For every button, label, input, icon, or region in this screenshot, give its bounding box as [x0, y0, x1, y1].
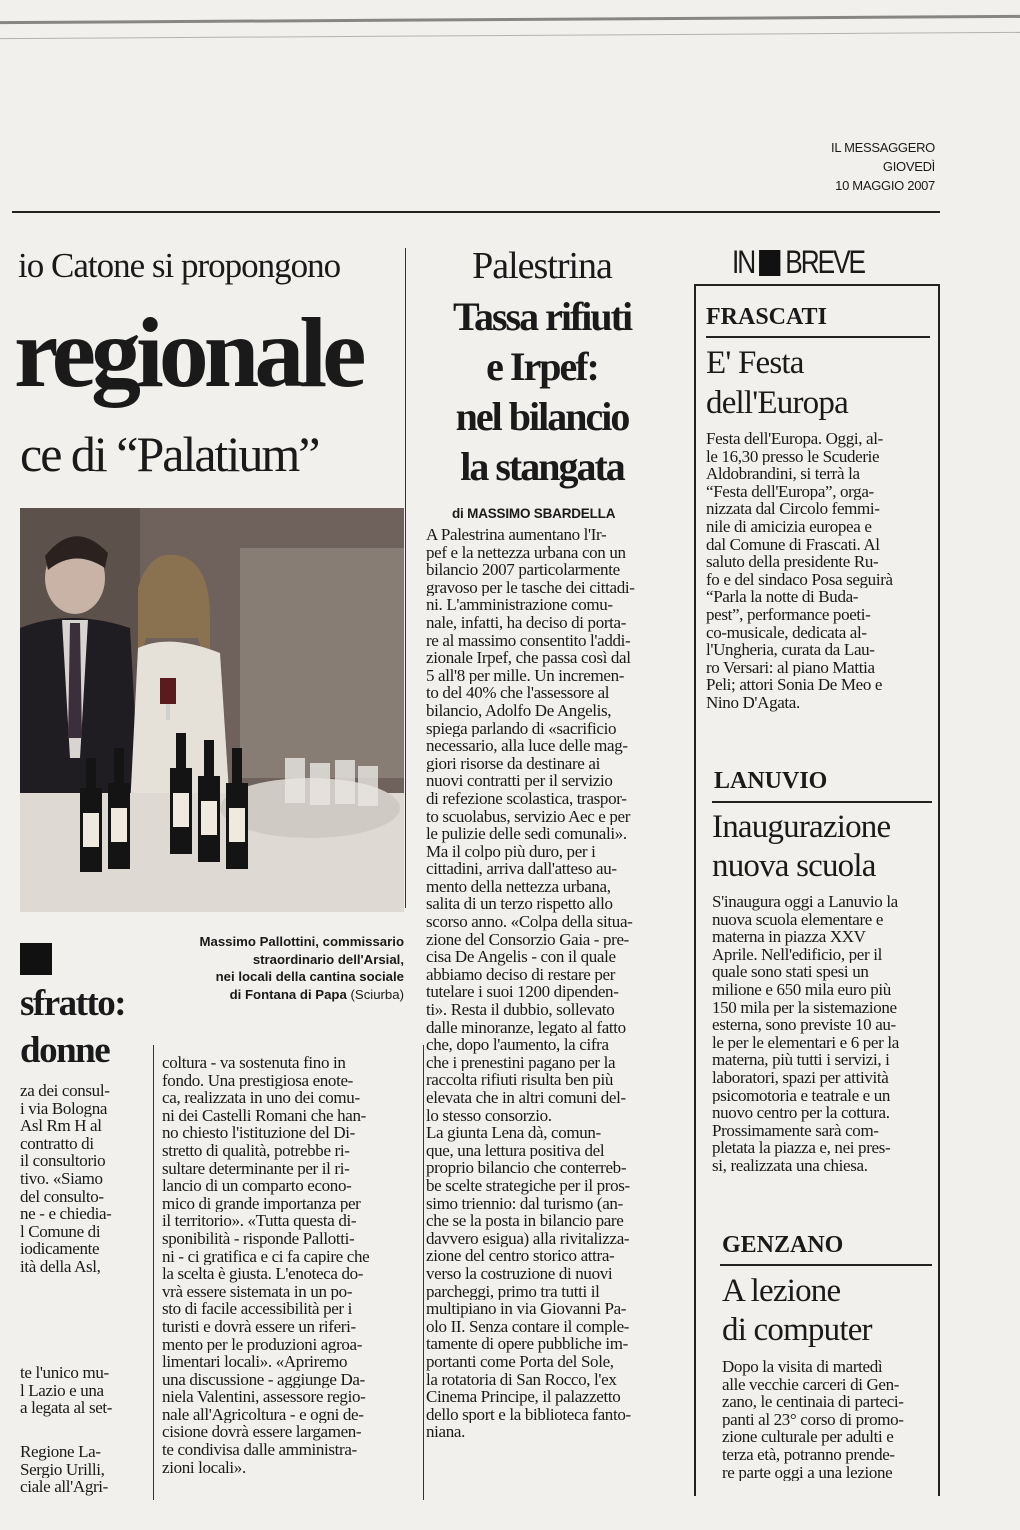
headline-line: nuova scuola: [712, 848, 876, 884]
text-line: ità della Asl,: [20, 1257, 101, 1276]
headline-line: Inaugurazione: [712, 809, 891, 845]
text-line: zione del centro storico attra-: [426, 1247, 615, 1265]
text-line: spiega parlando di «sacrificio: [426, 719, 617, 738]
section-frascati-headline: [706, 343, 848, 423]
text-line: re parte oggi a una lezione: [722, 1463, 893, 1482]
text-line: la scelta è giusta. L'enoteca do-: [162, 1265, 364, 1283]
headline-line: dell'Europa: [706, 385, 848, 421]
text-line: niana.: [426, 1423, 465, 1441]
headline-line: E' Festa: [706, 345, 804, 381]
text-line: nuova scuola elementare e: [712, 910, 884, 929]
text-line: vrà essere sistemata in un po-: [162, 1282, 353, 1301]
text-line: necessario, alla luce delle mag-: [426, 737, 628, 755]
text-line: di refezione scolastica, traspor-: [426, 789, 627, 808]
text-line: dello sport e la biblioteca fanto-: [426, 1405, 631, 1424]
text-line: be scelte strategiche per il pros-: [426, 1176, 630, 1195]
text-line: cittadini, arriva dall'atteso au-: [426, 860, 617, 878]
text-line: elevata che in altri comuni del-: [426, 1089, 626, 1107]
text-line: Prossimamente sarà com-: [712, 1121, 879, 1140]
text-line: Asl Rm H al: [20, 1117, 102, 1135]
text-line: fondo. Una prestigiosa enote-: [162, 1071, 353, 1090]
center-headline-line: la stangata: [460, 444, 624, 489]
section-genzano-rule: [720, 1264, 932, 1266]
section-genzano-headline: [722, 1272, 872, 1350]
text-line: l'Ungheria, curata da Lau-: [706, 641, 875, 659]
caption-line: straordinario dell'Arsial,: [252, 951, 404, 967]
text-line: S'inaugura oggi a Lanuvio la: [712, 893, 898, 911]
text-line: nale, infatti, ha deciso di porta-: [426, 613, 627, 632]
cantina-photo: [20, 508, 404, 912]
text-line: la rotatoria di San Rocco, l'ex: [426, 1370, 617, 1389]
center-article-body: [426, 526, 682, 1441]
column-rule-mid: [423, 1045, 424, 1500]
photo-credit: (Sciurba): [350, 986, 404, 1002]
side-article-text-c: [20, 1443, 150, 1496]
text-line: pletata la piazza e, nei pres-: [712, 1139, 891, 1157]
section-lanuvio-rule: [712, 801, 932, 803]
text-line: dalle minoranze, legato al fatto: [426, 1018, 626, 1037]
center-kicker: Palestrina: [472, 245, 612, 287]
caption-line: Massimo Pallottini, commissario: [199, 934, 404, 949]
column-rule-lower-left: [153, 1045, 154, 1500]
text-line: milione e 650 mila euro più: [712, 980, 891, 999]
side-article-text-b: [20, 1364, 150, 1417]
caption-line: di Fontana di Papa: [229, 986, 347, 1002]
text-line: che, dopo l'aumento, la cifra: [426, 1036, 609, 1054]
text-line: ro Versari: al piano Mattia: [706, 658, 875, 677]
text-line: le pulizie delle sedi comunali».: [426, 825, 627, 843]
publication-date: 10 MAGGIO 2007: [835, 178, 935, 193]
text-line: cisa De Angelis - con il quale: [426, 948, 616, 966]
center-headline-line: Tassa rifiuti: [452, 294, 632, 339]
text-line: proprio bilancio che conterreb-: [426, 1159, 627, 1177]
text-line: “Parla la notte di Buda-: [706, 588, 859, 606]
text-line: le 16,30 presso le Scuderie: [706, 447, 880, 466]
header-rule: [12, 211, 940, 213]
text-line: ni. L'amministrazione comu-: [426, 596, 613, 614]
text-line: mento per le produzioni agroa-: [162, 1335, 363, 1354]
text-line: stretto di qualità, potrebbe ri-: [162, 1141, 350, 1160]
text-line: verso la costruzione di nuovi: [426, 1264, 613, 1283]
text-line: Nino D'Agata.: [706, 693, 800, 712]
text-line: “Festa dell'Europa”, orga-: [706, 482, 874, 501]
section-lanuvio-title: LANUVIO: [714, 768, 828, 794]
text-line: dal Comune di Frascati. Al: [706, 535, 880, 554]
text-line: A Palestrina aumentano l'Ir-: [426, 526, 607, 544]
text-line: Ma il colpo più duro, per i: [426, 842, 596, 861]
text-line: raccolta rifiuti risulta ben più: [426, 1071, 614, 1089]
text-line: nale all'Agricoltura - e ogni de-: [162, 1405, 364, 1424]
text-line: mico di grande importanza per: [162, 1194, 361, 1213]
text-line: materna in piazza XXV: [712, 928, 866, 946]
headline-line: A lezione: [722, 1273, 841, 1309]
text-line: ni - ci gratifica e ci fa capire che: [162, 1247, 370, 1266]
text-line: fo e del sindaco Posa seguirà: [706, 570, 893, 589]
text-line: bilancio 2007 particolarmente: [426, 561, 620, 579]
text-line: ti». Resta il dubbio, sollevato: [426, 1001, 615, 1019]
text-line: nile di amicizia europea e: [706, 517, 872, 536]
text-line: salita di un terzo rispetto allo: [426, 895, 613, 914]
headline-line: di computer: [722, 1312, 872, 1348]
photo-caption: [140, 933, 404, 1003]
text-line: le per le elementari e 6 per la: [712, 1033, 899, 1052]
text-line: l Comune di: [20, 1222, 101, 1241]
page-top-border: [0, 15, 1020, 39]
text-line: 5 all'8 per mille. Un incremen-: [426, 666, 625, 685]
in-breve-square: [759, 250, 780, 276]
text-line: Festa dell'Europa. Oggi, al-: [706, 430, 883, 448]
side-headline: [20, 980, 125, 1074]
text-line: che se la posta in bilancio pare: [426, 1212, 624, 1230]
text-line: zione del Consorzio Gaia - pre-: [426, 930, 629, 949]
text-line: Regione La-: [20, 1443, 101, 1461]
caption-line: nei locali della cantina sociale: [215, 969, 404, 984]
text-line: te condivisa dalle amministra-: [162, 1441, 357, 1459]
photo-illustration: [20, 508, 404, 912]
text-line: Sergio Urilli,: [20, 1460, 105, 1479]
text-line: ciale all'Agri-: [20, 1478, 108, 1496]
text-line: coltura - va sostenuta fino in: [162, 1054, 346, 1072]
text-line: laboratori, spazi per attività: [712, 1068, 889, 1087]
text-line: tutelare i suoi 1200 dipenden-: [426, 983, 619, 1002]
text-line: terza età, potranno prende-: [722, 1445, 895, 1464]
text-line: saluto della presidente Ru-: [706, 553, 879, 571]
text-line: zioni locali».: [162, 1458, 246, 1477]
text-line: cisione dovrà essere largamen-: [162, 1423, 362, 1442]
text-line: to scuolabus, servizio Aec e per: [426, 807, 631, 826]
in-breve-label-breve: BREVE: [785, 244, 865, 280]
section-genzano-body: [722, 1358, 936, 1490]
masthead: [831, 138, 935, 195]
text-line: lancio di un comparto econo-: [162, 1177, 352, 1195]
text-line: davvero esigua) alla rivitalizza-: [426, 1229, 630, 1248]
side-headline-line: donne: [20, 1030, 110, 1071]
text-line: scorso anno. «Colpa della situa-: [426, 913, 633, 931]
text-line: ne - e chiedia-: [20, 1205, 112, 1223]
text-line: simo triennio: dal turismo (an-: [426, 1194, 623, 1213]
text-line: tivo. «Siamo: [20, 1169, 103, 1188]
text-line: nizzata dal Circolo femmi-: [706, 500, 880, 518]
text-line: zano, le centinaia di parteci-: [722, 1393, 904, 1411]
text-line: che i prenestini pagano per la: [426, 1053, 616, 1072]
text-line: za dei consul-: [20, 1082, 110, 1100]
side-article-marker: [20, 943, 52, 975]
text-line: 150 mila per la sistemazione: [712, 998, 897, 1017]
text-line: ca, realizzata in uno dei comu-: [162, 1089, 360, 1107]
text-line: esterna, sono previste 10 au-: [712, 1016, 896, 1034]
text-line: giori risorse da destinare ai: [426, 754, 600, 773]
text-line: portanti come Porta del Sole,: [426, 1352, 614, 1371]
section-frascati-title: FRASCATI: [706, 304, 827, 330]
left-subhead: ce di “Palatium”: [20, 426, 319, 482]
center-headline: [416, 292, 668, 492]
side-article-text-a: [20, 1082, 150, 1276]
section-genzano-title: GENZANO: [722, 1232, 844, 1258]
section-lanuvio-body: [712, 893, 936, 1175]
text-line: zionale Irpef, che passa così dal: [426, 649, 631, 667]
text-line: psicomotoria e teatrale e un: [712, 1086, 891, 1105]
text-line: lo stesso consorzio.: [426, 1106, 552, 1125]
left-headline: regionale: [14, 297, 362, 408]
text-line: alle vecchie carceri di Gen-: [722, 1375, 900, 1394]
text-line: niela Valentini, assessore regio-: [162, 1388, 366, 1406]
text-line: ni dei Castelli Romani che han-: [162, 1106, 366, 1125]
text-line: contratto di: [20, 1134, 94, 1153]
text-line: re al massimo consentito l'addi-: [426, 631, 631, 650]
text-line: olo II. Senza contare il comple-: [426, 1317, 630, 1336]
text-line: abbiamo deciso di restare per: [426, 965, 616, 984]
center-headline-line: nel bilancio: [455, 394, 629, 439]
text-line: l Lazio e una: [20, 1381, 104, 1400]
left-kicker: io Catone si propongono: [18, 246, 341, 285]
in-breve-label: [732, 244, 864, 280]
text-line: Aldobrandini, si terrà la: [706, 465, 860, 483]
text-line: sto di facile accessibilità per i: [162, 1300, 353, 1318]
text-line: Aprile. Nell'edificio, per il: [712, 945, 882, 964]
text-line: sultare determinante per il ri-: [162, 1159, 350, 1178]
column-rule-left: [405, 248, 406, 908]
center-headline-line: e Irpef:: [486, 344, 598, 389]
newspaper-name: IL MESSAGGERO: [831, 140, 935, 155]
text-line: si, realizzata una chiesa.: [712, 1156, 868, 1175]
text-line: tamente di opere pubbliche im-: [426, 1335, 628, 1353]
text-line: to del 40% che l'assessore al: [426, 684, 610, 702]
text-line: nuovo centro per la cottura.: [712, 1104, 890, 1122]
text-line: parcheggi, primo tra tutti il: [426, 1282, 600, 1301]
text-line: pest”, performance poeti-: [706, 605, 871, 624]
text-line: Peli; attori Sonia De Meo e: [706, 676, 883, 694]
text-line: que, una lettura positiva del: [426, 1141, 605, 1160]
text-line: a legata al set-: [20, 1399, 113, 1417]
text-line: no chiesto l'istituzione del Di-: [162, 1124, 355, 1142]
text-line: materna, più tutti i servizi, i: [712, 1051, 890, 1069]
text-line: turisti e dovrà essere un riferi-: [162, 1317, 356, 1336]
text-line: Dopo la visita di martedì: [722, 1358, 883, 1376]
text-line: limentari locali». «Apriremo: [162, 1353, 348, 1371]
publication-day: GIOVEDÌ: [882, 159, 935, 174]
text-line: gravoso per le tasche dei cittadi-: [426, 578, 635, 597]
text-line: quale sono stati spesi un: [712, 963, 869, 981]
text-line: La giunta Lena dà, comun-: [426, 1124, 601, 1142]
text-line: il consultorio: [20, 1152, 106, 1170]
text-line: nuovi contratti per il servizio: [426, 772, 613, 790]
text-line: panti al 23° corso di promo-: [722, 1410, 904, 1429]
text-line: te l'unico mu-: [20, 1364, 109, 1382]
text-line: multipiano in via Giovanni Pa-: [426, 1300, 627, 1318]
left-article-column-2: [162, 1054, 407, 1476]
text-line: mento della nettezza urbana,: [426, 877, 611, 896]
text-line: Cinema Principe, il palazzetto: [426, 1388, 621, 1406]
text-line: pef e la nettezza urbana con un: [426, 543, 626, 562]
section-lanuvio-headline: [712, 808, 890, 886]
text-line: sponibilità - risponde Pallotti-: [162, 1229, 355, 1248]
text-line: bilancio, Adolfo De Angelis,: [426, 701, 612, 720]
text-line: una discussione - aggiunge Da-: [162, 1370, 365, 1389]
center-byline: di MASSIMO SBARDELLA: [452, 506, 616, 521]
in-breve-label-in: IN: [732, 244, 755, 280]
text-line: co-musicale, dedicata al-: [706, 623, 867, 642]
text-line: iodicamente: [20, 1240, 100, 1258]
section-frascati-rule: [706, 336, 930, 338]
text-line: del consulto-: [20, 1187, 104, 1206]
text-line: zione culturale per adulti e: [722, 1428, 894, 1446]
section-frascati-body: [706, 430, 932, 712]
text-line: i via Bologna: [20, 1099, 108, 1118]
text-line: il territorio». «Tutta questa di-: [162, 1212, 357, 1230]
side-headline-line: sfratto:: [20, 983, 126, 1024]
